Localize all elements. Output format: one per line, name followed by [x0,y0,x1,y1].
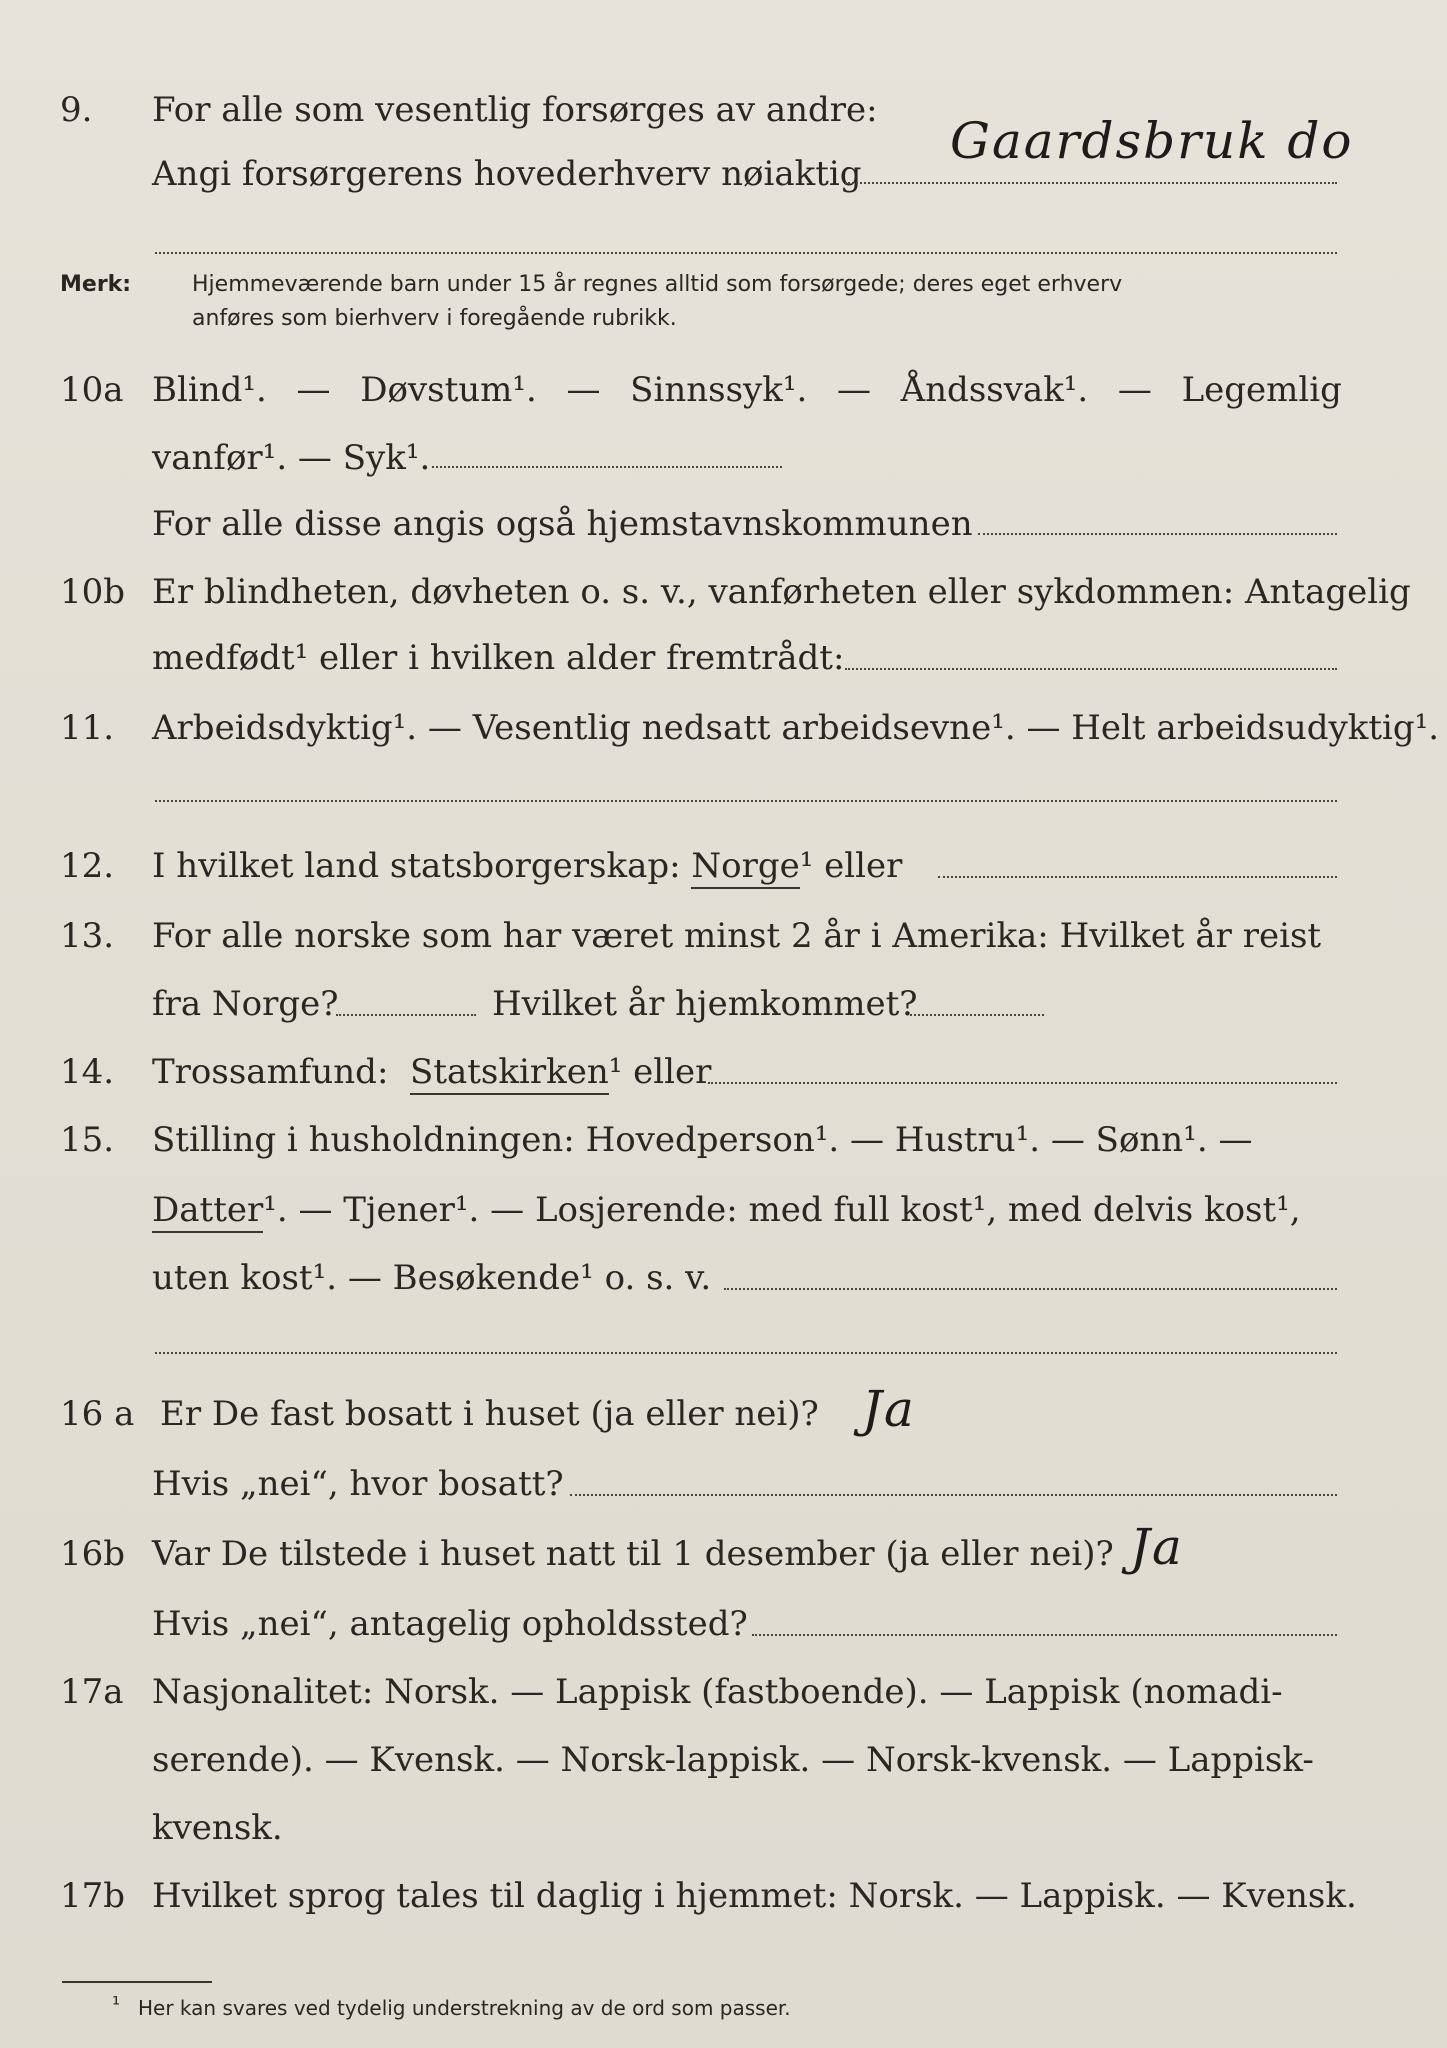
q14-answer-line [708,1082,1337,1084]
q9-text-1: For alle som vesentlig forsørges av andre: [152,90,878,130]
q9-answer-line [845,182,1337,184]
q16a-text-2: Hvis „nei“, hvor bosatt? [152,1464,564,1504]
q12-answer-line [938,876,1337,878]
q16b-text-2: Hvis „nei“, antagelig opholdssted? [152,1604,748,1644]
q17a-text-1: Nasjonalitet: Norsk. — Lappisk (fastboende). — Lappisk (nomadi- [152,1672,1283,1712]
q16b-answer-line [752,1634,1337,1636]
q15-extra-line [155,1352,1337,1354]
q10b-text-1: Er blindheten, døvheten o. s. v., vanførheten eller sykdommen: Antagelig [152,572,1411,612]
q10a-item-dovstum: Døvstum¹. [360,370,537,410]
merk-row-1 [0,268,1447,302]
q10a-text-3: For alle disse angis også hjemstavnskommunen [152,504,973,544]
q10a-text-2: vanfør¹. — Syk¹. [152,438,431,478]
q14-number: 14. [60,1052,115,1092]
q14-prefix: Trossamfund: [152,1052,389,1092]
q13-text-2b: Hvilket år hjemkommet? [492,984,918,1024]
q10a-item-andssvak: Åndssvak¹. [900,370,1089,410]
q17a-text-3: kvensk. [152,1808,283,1848]
q15-text-2-rest: ¹. — Tjener¹. — Losjerende: med full kost¹, med delvis kost¹, [263,1190,1301,1230]
footnote-rule [62,1981,212,1983]
q16b-number: 16b [60,1534,126,1574]
q11-text-1: Arbeidsdyktig¹. — Vesentlig nedsatt arbeidsevne¹. — Helt arbeidsudyktig¹. [152,708,1440,748]
q10a-item-legemlig: Legemlig [1181,370,1342,410]
merk-label: Merk: [60,272,132,297]
q13-number: 13. [60,916,115,956]
q11-number: 11. [60,708,115,748]
q15-text-1: Stilling i husholdningen: Hovedperson¹. — Hustru¹. — Sønn¹. — [152,1120,1253,1160]
q11-answer-line [155,800,1337,802]
q12-prefix: I hvilket land statsborgerskap: [152,846,681,886]
q17b-number: 17b [60,1876,126,1916]
q10a-item-sinnssyk: Sinnssyk¹. [630,370,808,410]
q10a-dash: — [296,370,331,410]
q16a-handwritten-answer: Ja [862,1380,916,1438]
q13-hjemkommet-line [910,1014,1044,1016]
q9-number: 9. [60,90,93,130]
q12-text [152,844,902,888]
q17a-text-2: serende). — Kvensk. — Norsk-lappisk. — Norsk-kvensk. — Lappisk- [152,1740,1314,1780]
q12-suffix: ¹ eller [799,846,903,886]
q17b-text-1: Hvilket sprog tales til daglig i hjemmet: Norsk. — Lappisk. — Kvensk. [152,1876,1357,1916]
q16a-answer-line [570,1494,1337,1496]
q15-number: 15. [60,1120,115,1160]
q9-handwritten-answer: Gaardsbruk do [950,112,1354,170]
q10a-text-1 [152,368,1342,412]
q16a-number: 16 a [60,1394,135,1434]
q16b-text-1: Var De tilstede i huset natt til 1 desember (ja eller nei)? [152,1534,1114,1574]
q10a-dash: — [566,370,601,410]
q10b-number: 10b [60,572,126,612]
merk-row-2 [0,302,1447,336]
q15-answer-line [724,1288,1337,1290]
q10b-answer-line [845,668,1337,670]
q10a-dash: — [1117,370,1152,410]
q12-underlined-norge: Norge [691,846,799,889]
q15-text-2 [152,1188,1301,1232]
q15-text-3: uten kost¹. — Besøkende¹ o. s. v. [152,1258,712,1298]
q15-underlined-datter: Datter [152,1190,263,1233]
q14-underlined-statskirken: Statskirken [410,1052,609,1095]
q13-text-2a: fra Norge? [152,984,339,1024]
q10b-text-2: medfødt¹ eller i hvilken alder fremtrådt: [152,638,845,678]
q14-text [152,1050,711,1094]
q10a-kommune-line [978,533,1337,535]
q14-suffix: ¹ eller [608,1052,712,1092]
q13-text-1: For alle norske som har været minst 2 år i Amerika: Hvilket år reist [152,916,1322,956]
q16b-handwritten-answer: Ja [1130,1518,1184,1576]
q10a-dash: — [836,370,871,410]
q10a-item-blind: Blind¹. [152,370,267,410]
q12-number: 12. [60,846,115,886]
merk-text-1: Hjemmeværende barn under 15 år regnes alltid som forsørgede; deres eget erhverv [192,272,1123,297]
q9-text-2: Angi forsørgerens hovederhverv nøiaktig [152,154,862,194]
q13-reist-line [336,1014,476,1016]
q17a-number: 17a [60,1672,124,1712]
q10a-answer-line [432,466,782,468]
footnote-mark: ¹ [112,1992,121,2016]
q10a-number: 10a [60,370,124,410]
merk-text-2: anføres som bierhverv i foregående rubrikk. [192,306,677,331]
footnote-text: Her kan svares ved tydelig understrekning av de ord som passer. [138,1996,791,2020]
q9-extra-line [155,252,1337,254]
q16a-text-1: Er De fast bosatt i huset (ja eller nei)? [160,1394,819,1434]
